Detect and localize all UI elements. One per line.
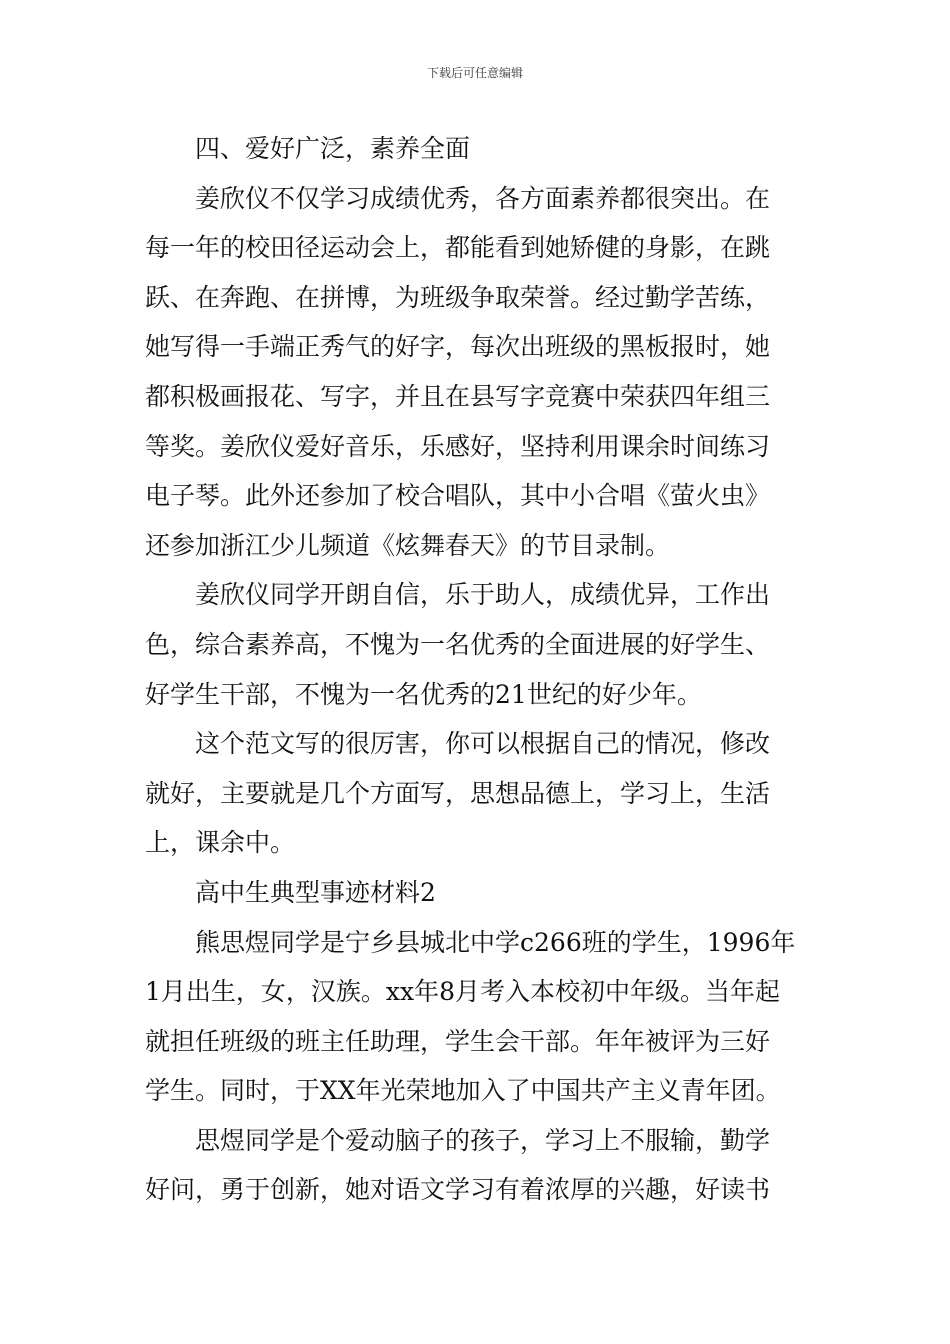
text-line: 四、爱好广泛，素养全面 — [195, 134, 471, 163]
text-line: 色，综合素养高，不愧为一名优秀的全面进展的好学生、 — [145, 629, 771, 659]
text-line: 都积极画报花、写字，并且在县写字竞赛中荣获四年组三 — [145, 381, 771, 411]
text-line: 姜欣仪不仅学习成绩优秀，各方面素养都很突出。在 — [195, 183, 771, 213]
text-line: 学生。同时，于XX年光荣地加入了中国共产主义青年团。 — [145, 1076, 781, 1106]
text-line: 好问，勇于创新，她对语文学习有着浓厚的兴趣，好读书 — [145, 1175, 771, 1205]
section-heading: 高中生典型事迹材料2 — [195, 877, 436, 907]
text-line: 1月出生，女，汉族。xx年8月考入本校初中年级。当年起 — [145, 977, 781, 1007]
text-line: 还参加浙江少儿频道《炫舞春天》的节目录制。 — [145, 530, 671, 560]
text-line: 好学生干部，不愧为一名优秀的21世纪的好少年。 — [145, 679, 702, 709]
page-header-note: 下载后可任意编辑 — [426, 66, 523, 80]
text-line: 这个范文写的很厉害，你可以根据自己的情况，修改 — [195, 729, 771, 759]
text-line: 电子琴。此外还参加了校合唱队，其中小合唱《萤火虫》 — [145, 481, 771, 511]
text-line: 熊思煜同学是宁乡县城北中学c266班的学生，1996年 — [195, 927, 796, 957]
text-line: 思煜同学是个爱动脑子的孩子，学习上不服输，勤学 — [195, 1125, 771, 1155]
text-line: 跃、在奔跑、在拼博，为班级争取荣誉。经过勤学苦练， — [145, 282, 771, 312]
document-body — [145, 124, 807, 1215]
text-line: 姜欣仪同学开朗自信，乐于助人，成绩优异，工作出 — [195, 580, 771, 610]
text-line: 等奖。姜欣仪爱好音乐，乐感好，坚持利用课余时间练习 — [145, 431, 771, 461]
text-line: 就好，主要就是几个方面写，思想品德上，学习上，生活 — [145, 778, 771, 808]
text-line: 她写得一手端正秀气的好字，每次出班级的黑板报时，她 — [145, 332, 771, 362]
text-line: 上，课余中。 — [145, 828, 296, 858]
text-line: 每一年的校田径运动会上，都能看到她矫健的身影，在跳 — [145, 233, 771, 263]
text-line: 就担任班级的班主任助理，学生会干部。年年被评为三好 — [145, 1026, 771, 1056]
